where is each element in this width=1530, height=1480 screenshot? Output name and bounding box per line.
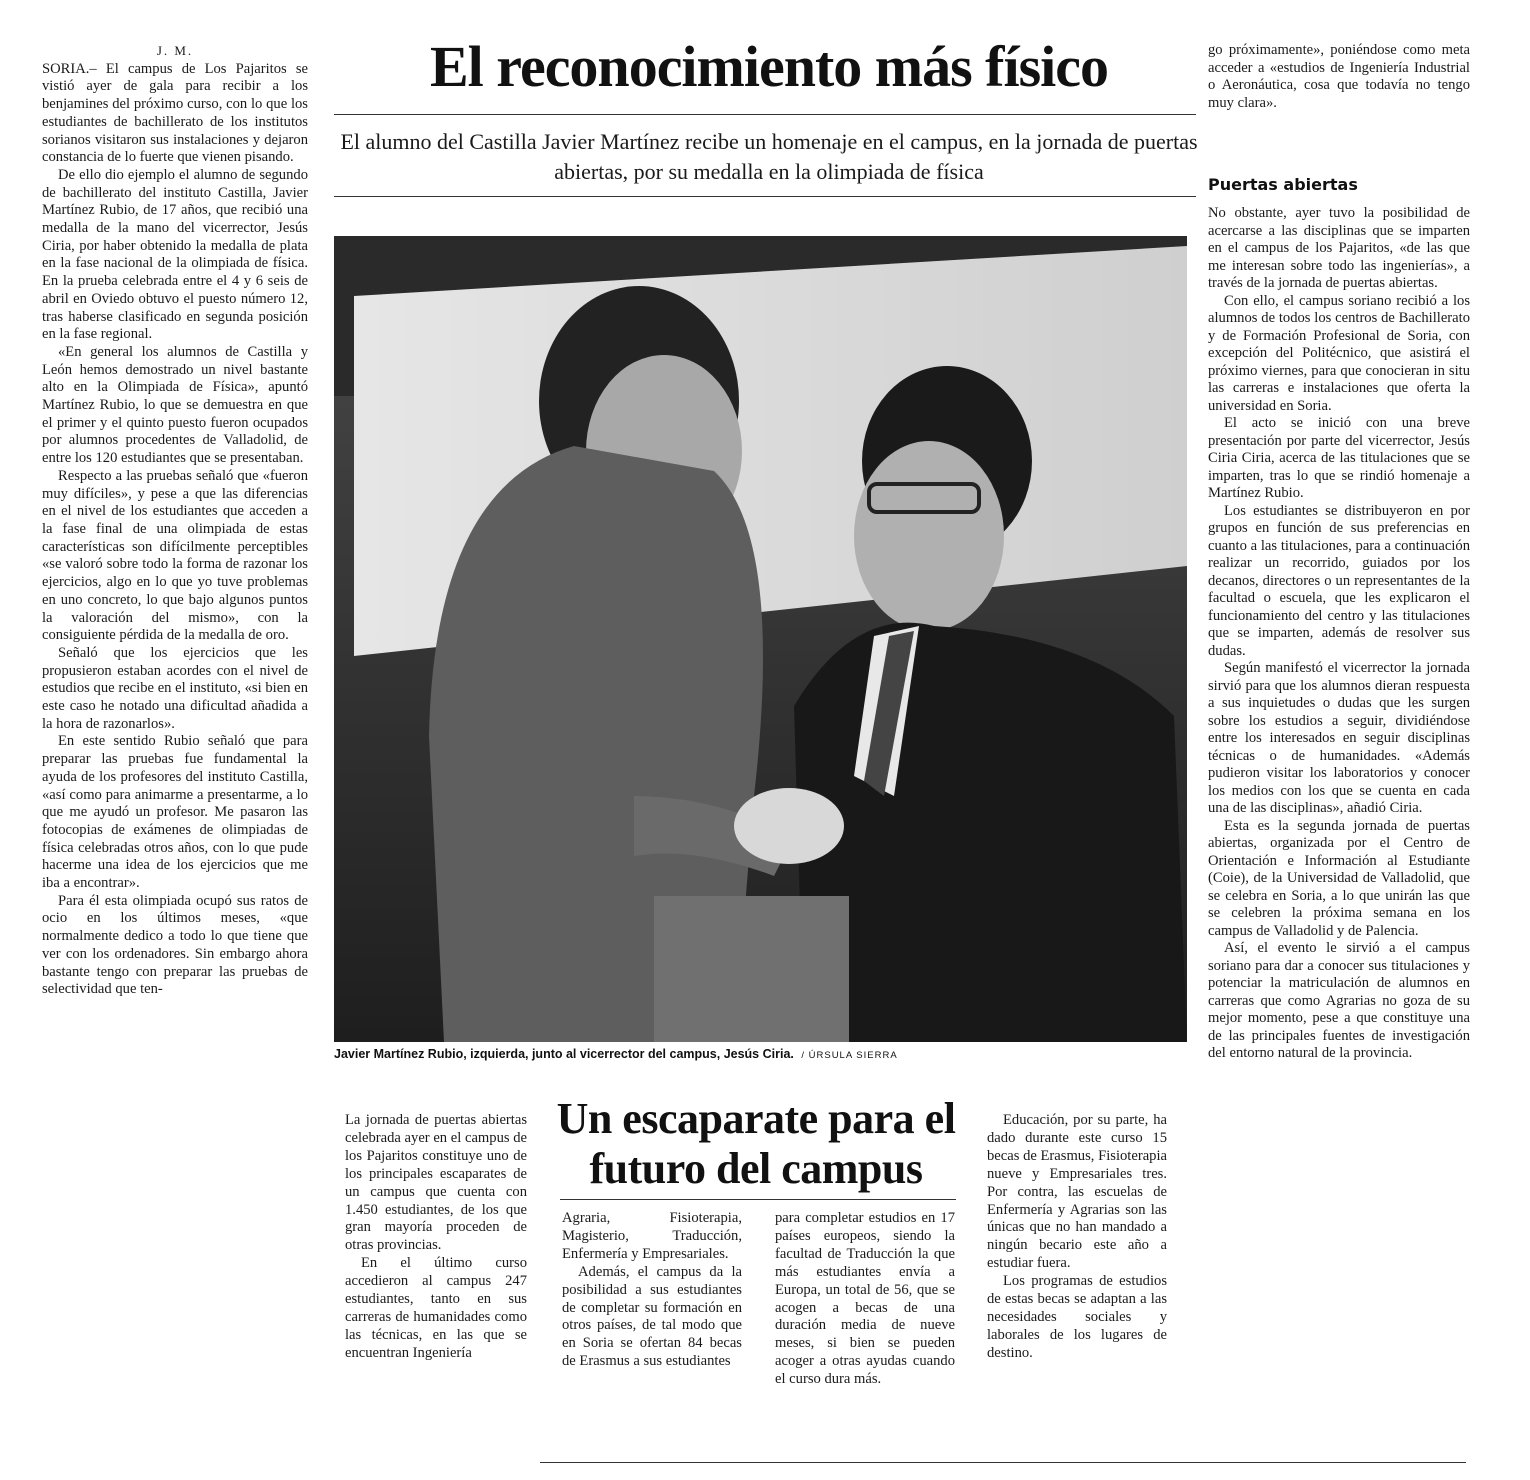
photo bbox=[334, 236, 1187, 1042]
deck-rule bbox=[334, 196, 1196, 197]
paragraph: No obstante, ayer tuvo la posibilidad de acercarse a las disciplinas que se imparten en el campus de los Pajaritos, «de las que me interesan sobre todo las ingenierías», a través de la jornada de puertas abiertas. bbox=[1208, 205, 1470, 291]
paragraph: Para él esta olimpiada ocupó sus ratos de ocio en los últimos meses, «que normalmente dedico a todo lo que tiene que ver con los ordenadores. Sin embargo ahora bastante tengo con preparar las pruebas de selectividad que ten- bbox=[42, 892, 308, 998]
photo-caption bbox=[334, 1047, 1194, 1061]
paragraph: SORIA.– El campus de Los Pajaritos se vistió ayer de gala para recibir a los benjamines del próximo curso, con lo que los estudiantes de bachillerato de los institutos sorianos visitaron sus instalaciones y dejaron constancia de lo fuerte que vienen pisando. bbox=[42, 60, 308, 166]
sidebar-headline-rule bbox=[560, 1199, 956, 1200]
bottom-rule bbox=[540, 1462, 1466, 1463]
paragraph: De ello dio ejemplo el alumno de segundo de bachillerato del instituto Castilla, Javier Martínez Rubio, de 17 años, que recibió una medalla de la mano del vicerrector, Jesús Ciria, por haber obtenido la medalla de plata en la fase nacional de la olimpiada de física. En la prueba celebrada entre el 4 y 6 seis de abril en Oviedo obtuvo el puesto número 12, tras haberse clasificado en segunda posición en la fase regional. bbox=[42, 166, 308, 343]
paragraph: Con ello, el campus soriano recibió a los alumnos de todos los centros de Bachillerato y de Formación Profesional de Soria, con excepción del Politécnico, que asistirá el próximo viernes, para que conocieran in situ las carreras e instalaciones que oferta la universidad en Soria. bbox=[1208, 292, 1470, 414]
paragraph: Según manifestó el vicerrector la jornada sirvió para que los alumnos dieran respuesta a sus inquietudes o dudas que les surgen sobre los estudios a seguir, dividiéndose entre los interesados en seguir disciplinas técnicas o de humanidades. «Además pudieron visitar los laboratorios y conocer los medios con los que se cuenta en cada una de las disciplinas», añadió Ciria. bbox=[1208, 660, 1470, 816]
paragraph: En el último curso accedieron al campus 247 estudiantes, tanto en sus carreras de humanidades como las técnicas, en las que se encuentran Ingeniería bbox=[345, 1255, 527, 1361]
paragraph: para completar estudios en 17 países europeos, siendo la facultad de Traducción la que más estudiantes envía a Europa, un total de 56, que se acogen a becas de una duración media de nueve meses, si bien se pueden acoger a otras ayudas cuando el curso dura más. bbox=[775, 1210, 955, 1388]
paragraph: Esta es la segunda jornada de puertas abiertas, organizada por el Centro de Orientación e Información al Estudiante (Coie), de la Universidad de Valladolid, que se celebra en Soria, a lo que unirán las que se celebren la próxima semana en los campus de Valladolid y de Palencia. bbox=[1208, 817, 1470, 939]
sidebar-column-c bbox=[775, 1210, 955, 1389]
paragraph: Señaló que los ejercicios que les propusieron estaban acordes con el nivel de estudios que recibe en el instituto, «si bien en este caso he notado una dificultad añadida a la hora de razonarlos». bbox=[42, 644, 308, 732]
paragraph: Los programas de estudios de estas becas se adaptan a las necesidades sociales y laborales de los lugares de destino. bbox=[987, 1273, 1167, 1361]
paragraph: Educación, por su parte, ha dado durante este curso 15 becas de Erasmus, Fisioterapia nueve y Empresariales tres. Por contra, las escuelas de Enfermería y Agrarias son las únicas que no han mandado a ningún becario este año a estudiar fuera. bbox=[987, 1112, 1167, 1272]
subhead: Puertas abiertas bbox=[1208, 175, 1358, 194]
paragraph: En este sentido Rubio señaló que para preparar las pruebas fue fundamental la ayuda de los profesores del instituto Castilla, «así como para animarme a presentarme, a lo que me ayudó un profesor. Me pasaron las fotocopias de exámenes de olimpiadas de física celebradas otros años, con lo que pude hacerme una idea de los ejercicios que me iba a encontrar». bbox=[42, 733, 308, 892]
sidebar-column-b bbox=[562, 1210, 742, 1371]
article-column-1 bbox=[42, 42, 308, 999]
paragraph: Los estudiantes se distribuyeron en por grupos en función de sus preferencias en cuanto a las titulaciones, para a continuación realizar un recorrido, guiados por los decanos, directores o un representantes de la facultad o escuela, que les explicaron el funcionamiento del centro y las titulaciones que se imparten, además de resolver sus dudas. bbox=[1208, 502, 1470, 659]
article-column-4 bbox=[1208, 42, 1470, 113]
article-column-4b bbox=[1208, 205, 1470, 1063]
sidebar-column-d bbox=[987, 1112, 1167, 1363]
paragraph: go próximamente», poniéndose como meta acceder a «estudios de Ingeniería Industrial o Aeronáutica, cosa que todavía no tengo muy clara». bbox=[1208, 42, 1470, 112]
paragraph: Agraria, Fisioterapia, Magisterio, Traducción, Enfermería y Empresariales. bbox=[562, 1210, 742, 1262]
photo-credit: / ÚRSULA SIERRA bbox=[801, 1050, 898, 1061]
paragraph: La jornada de puertas abiertas celebrada ayer en el campus de los Pajaritos constituye uno de los principales escaparates de un campus que cuenta con 1.450 estudiantes, de los que gran mayoría proceden de otras provincias. bbox=[345, 1112, 527, 1254]
deck: El alumno del Castilla Javier Martínez recibe un homenaje en el campus, en la jornada de puertas abiertas, por su medalla en la olimpiada de física bbox=[340, 129, 1198, 184]
sidebar-column-a bbox=[345, 1112, 527, 1363]
paragraph: Así, el evento le sirvió a el campus soriano para dar a conocer sus titulaciones y potenciar la matriculación de alumnos en carreras que como Agrarias no goza de su mejor momento, pese a que constituye una de las principales fuentes de investigación del entorno natural de la provincia. bbox=[1208, 940, 1470, 1061]
byline: J. M. bbox=[156, 43, 194, 58]
headline-rule bbox=[334, 114, 1196, 115]
paragraph: Respecto a las pruebas señaló que «fueron muy difíciles», y pese a que las diferencias en el nivel de los estudiantes que acceden a la fase final de una olimpiada de estas características son difícilmente perceptibles «se valoró sobre todo la forma de razonar los ejercicios, algo en lo que yo tuve problemas en uno concreto, lo que bajo algunos puntos la valoración del mismo», con la consiguiente pérdida de la medalla de oro. bbox=[42, 467, 308, 644]
sidebar-headline: Un escaparate para el futuro del campus bbox=[556, 1094, 956, 1193]
caption-text: Javier Martínez Rubio, izquierda, junto al vicerrector del campus, Jesús Ciria. bbox=[334, 1047, 794, 1061]
paragraph: «En general los alumnos de Castilla y León hemos demostrado un nivel bastante alto en la Olimpiada de Física», apuntó Martínez Rubio, lo que se demuestra en que el primer y el quinto puesto fueron ocupados por alumnos procedentes de Valladolid, de entre los 120 estudiantes que se presentaban. bbox=[42, 343, 308, 467]
paragraph: El acto se inició con una breve presentación por parte del vicerrector, Jesús Ciria Ciria, acerca de las titulaciones que se imparten, tras lo que se rindió homenaje a Martínez Rubio. bbox=[1208, 415, 1470, 501]
paragraph: Además, el campus da la posibilidad a sus estudiantes de completar su formación en otros países, de tal modo que en Soria se ofertan 84 becas de Erasmus a sus estudiantes bbox=[562, 1263, 742, 1370]
headline: El reconocimiento más físico bbox=[429, 34, 1109, 99]
